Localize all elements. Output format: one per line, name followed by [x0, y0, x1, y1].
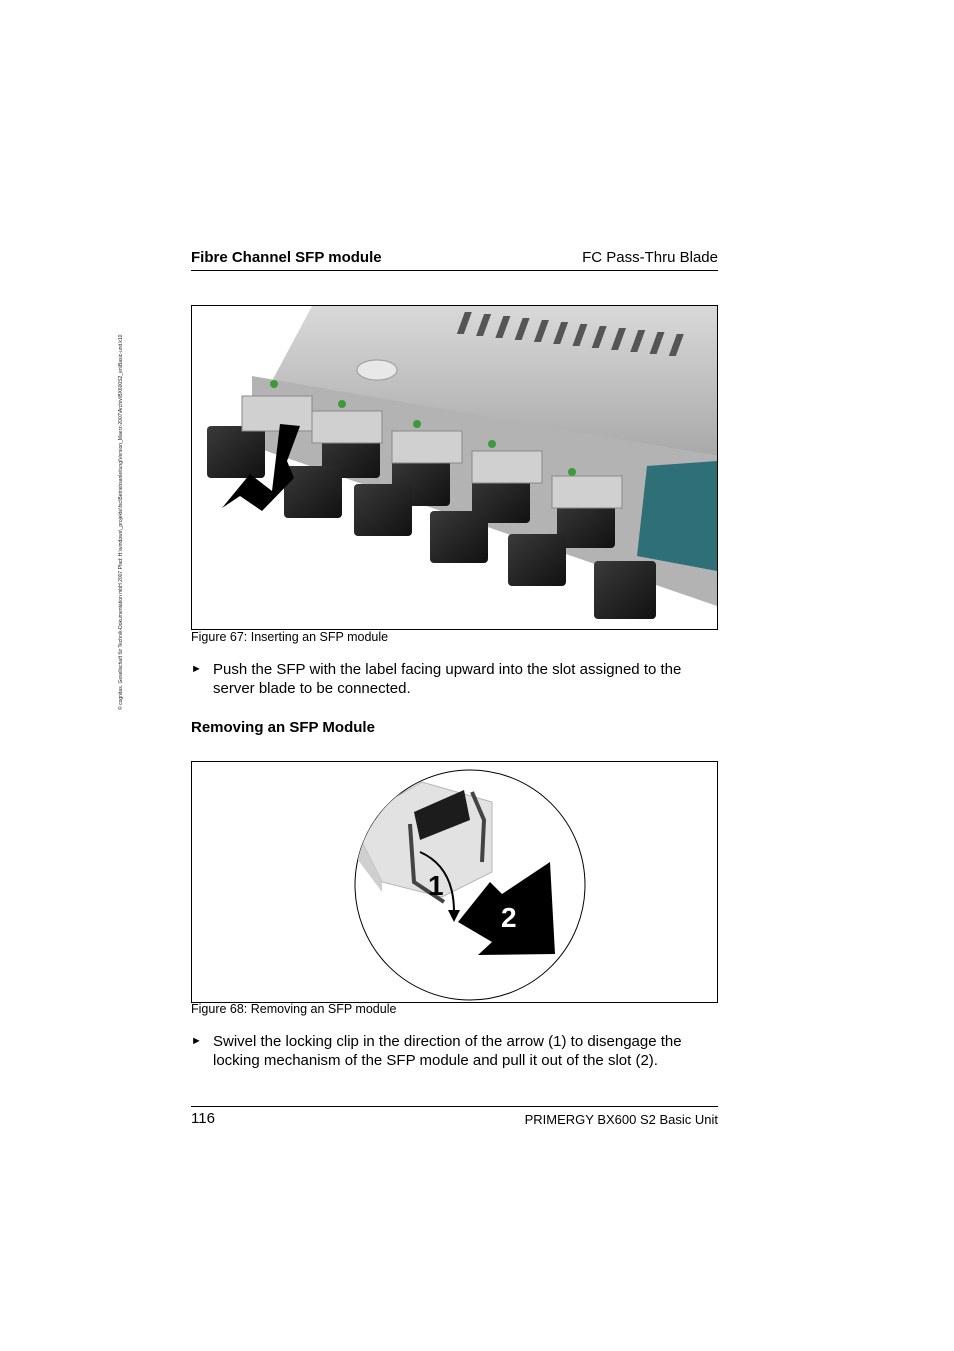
page-header [191, 248, 718, 271]
page-footer [191, 1106, 718, 1131]
chapter-title: FC Pass-Thru Blade [582, 249, 718, 266]
product-name: PRIMERGY BX600 S2 Basic Unit [524, 1112, 718, 1127]
bullet-icon: ► [191, 663, 202, 675]
chassis-screw [357, 360, 397, 380]
figure-67-caption: Figure 67: Inserting an SFP module [191, 630, 389, 644]
section-title: Fibre Channel SFP module [191, 249, 382, 266]
figure-68-caption: Figure 68: Removing an SFP module [191, 1002, 397, 1016]
page-number: 116 [191, 1110, 215, 1127]
figure-67-image [191, 305, 718, 630]
bullet-icon: ► [191, 1035, 202, 1047]
sfp-remove-illustration [192, 762, 717, 1002]
step-remove-text: Swivel the locking clip in the direction of the arrow (1) to disengage the locking mechanism of the SFP module and pull it out of the slot (2). [213, 1033, 682, 1069]
callout-2: 2 [501, 902, 517, 933]
callout-1: 1 [428, 870, 444, 901]
teal-handle [637, 461, 717, 571]
subheading-removing: Removing an SFP Module [191, 719, 375, 736]
step-insert-text: Push the SFP with the label facing upward into the slot assigned to the server blade to be connected. [213, 661, 682, 697]
side-margin-text: © cognitas. Gesellschaft für Technik-Dokumentation mbH 2007 Pfad: H:\windows\_projekte\fsc\Betriebsanleitung\Version_Maerz-2007\Archiv\BX600S2_en\Basic-unit.k10 [118, 334, 124, 710]
side-margin-note [118, 240, 132, 710]
figure-68-image [191, 761, 718, 1003]
sfp-insert-illustration [192, 306, 717, 629]
